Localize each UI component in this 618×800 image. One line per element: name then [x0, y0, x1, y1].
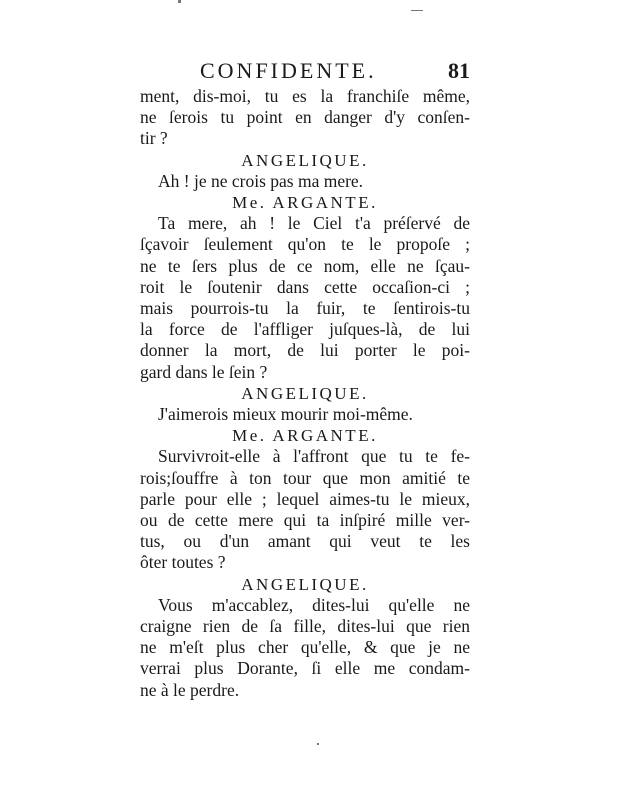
speaker-heading: Me. ARGANTE.: [232, 193, 378, 213]
text-line: verrai plus Dorante, ſi elle me condam-: [140, 658, 470, 679]
text-line: ſçavoir ſeulement qu'on te le propoſe ;: [140, 234, 470, 255]
text-line: roit le ſoutenir dans cette occaſion-ci ;: [140, 276, 470, 297]
text-line: ou de cette mere qui ta inſpiré mille ver-: [140, 510, 470, 531]
text-line: Ah ! je ne crois pas ma mere.: [158, 170, 364, 191]
text-line: craigne rien de ſa fille, dites-lui que rien: [140, 616, 470, 637]
text-line: ne te ſers plus de ce nom, elle ne ſçau-: [140, 255, 470, 276]
speaker-heading: Me. ARGANTE.: [232, 426, 378, 446]
text-line: tir ?: [140, 128, 168, 149]
running-title: CONFIDENTE.: [200, 58, 377, 83]
text-line: ne à le perdre.: [140, 679, 240, 700]
text-line: ôter toutes ?: [140, 552, 226, 573]
text-line: ne ſerois tu point en danger d'y conſen-: [140, 107, 470, 128]
text-line: donner la mort, de lui porter le poi-: [140, 340, 470, 361]
speaker-heading: ANGELIQUE.: [241, 383, 369, 403]
text-line: Vous m'accablez, dites-lui qu'elle ne: [158, 594, 470, 615]
text-line: Survivroit-elle à l'affront que tu te fe-: [158, 446, 470, 467]
text-line: rois;ſouffre à ton tour que mon amitié te: [140, 467, 470, 488]
speaker-heading: ANGELIQUE.: [241, 150, 369, 170]
running-head: [200, 58, 470, 88]
play-text: [140, 86, 470, 701]
text-line: J'aimerois mieux mourir moi-même.: [158, 404, 413, 425]
text-line: ment, dis-moi, tu es la franchiſe même,: [140, 86, 470, 106]
text-line: gard dans le ſein ?: [140, 361, 268, 382]
text-line: tus, ou d'un amant qui veut te les: [140, 531, 470, 552]
print-mark-top-left: [178, 0, 181, 3]
text-line: Ta mere, ah ! le Ciel t'a préſervé de: [158, 213, 470, 234]
speaker-heading: ANGELIQUE.: [241, 574, 369, 594]
page-number: 81: [448, 58, 470, 83]
print-mark-top-right: [411, 10, 423, 11]
text-line: parle pour elle ; lequel aimes-tu le mieux,: [140, 488, 470, 509]
print-mark-bottom: [317, 743, 319, 745]
text-line: mais pourrois-tu la fuir, te ſentirois-tu: [140, 298, 470, 319]
text-line: la force de l'affliger juſques-là, de lui: [140, 319, 470, 340]
text-line: ne m'eſt plus cher qu'elle, & que je ne: [140, 637, 470, 658]
